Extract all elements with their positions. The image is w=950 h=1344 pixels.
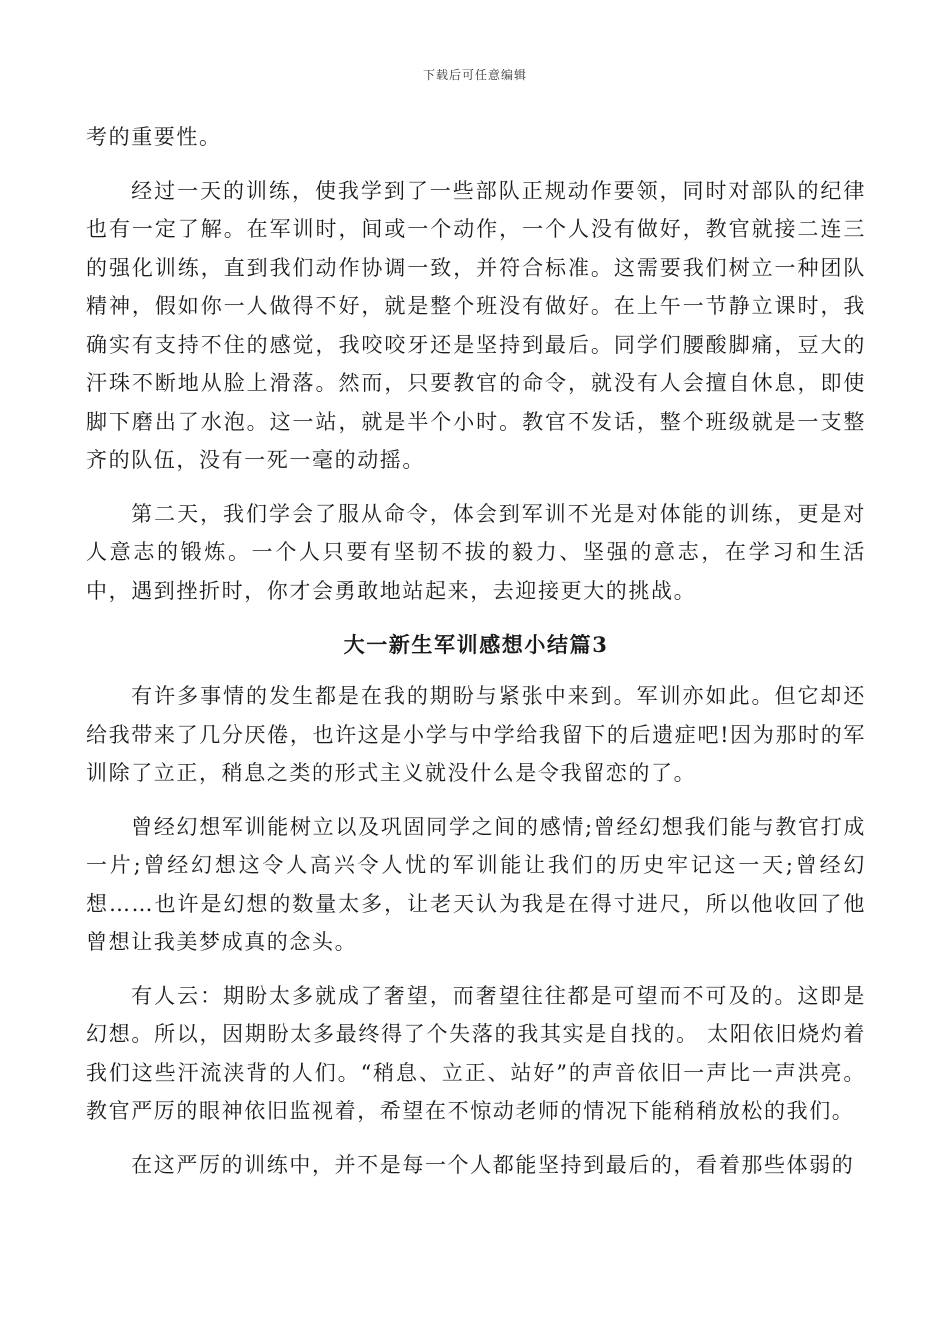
document-body <box>86 118 866 1199</box>
paragraph: 有许多事情的发生都是在我的期盼与紧张中来到。军训亦如此。但它却还给我带来了几分厌倦，也许这是小学与中学给我留下的后遗症吧!因为那时的军训除了立正，稍息之类的形式主义就没什么是令我留恋的了。 <box>86 684 866 785</box>
paragraph: 在这严厉的训练中，并不是每一个人都能坚持到最后的，看着那些体弱的 <box>131 1152 855 1177</box>
paragraph: 考的重要性。 <box>86 125 222 149</box>
page-header: 下载后可任意编辑 <box>422 68 527 82</box>
paragraph: 有人云：期盼太多就成了奢望，而奢望往往都是可望而不可及的。这即是幻想。所以，因期盼太多最终得了个失落的我其实是自找的。 太阳依旧烧灼着我们这些汗流浃背的人们。“稍息、立正、站好”的声音依旧一声比一声洪亮。教官严厉的眼神依旧监视着，希望在不惊动老师的情况下能稍稍放松的我们。 <box>86 983 866 1123</box>
paragraph: 经过一天的训练，使我学到了一些部队正规动作要领，同时对部队的纪律也有一定了解。在军训时，间或一个动作，一个人没有做好，教官就接二连三的强化训练，直到我们动作协调一致，并符合标准。这需要我们树立一种团队精神，假如你一人做得不好，就是整个班没有做好。在上午一节静立课时，我确实有支持不住的感觉，我咬咬牙还是坚持到最后。同学们腰酸脚痛，豆大的汗珠不断地从脸上滑落。然而，只要教官的命令，就没有人会擅自休息，即使脚下磨出了水泡。这一站，就是半个小时。教官不发话，整个班级就是一支整齐的队伍，没有一死一毫的动摇。 <box>86 178 866 472</box>
paragraph: 曾经幻想军训能树立以及巩固同学之间的感情;曾经幻想我们能与教官打成一片;曾经幻想这令人高兴令人忧的军训能让我们的历史牢记这一天;曾经幻想……也许是幻想的数量太多，让老天认为我是在得寸进尺，所以他收回了他曾想让我美梦成真的念头。 <box>86 814 866 954</box>
paragraph: 第二天，我们学会了服从命令，体会到军训不光是对体能的训练，更是对人意志的锻炼。一个人只要有坚韧不拔的毅力、坚强的意志，在学习和生活中，遇到挫折时，你才会勇敢地站起来，去迎接更大的挑战。 <box>86 501 866 603</box>
section-title: 大一新生军训感想小结篇3 <box>343 632 609 657</box>
